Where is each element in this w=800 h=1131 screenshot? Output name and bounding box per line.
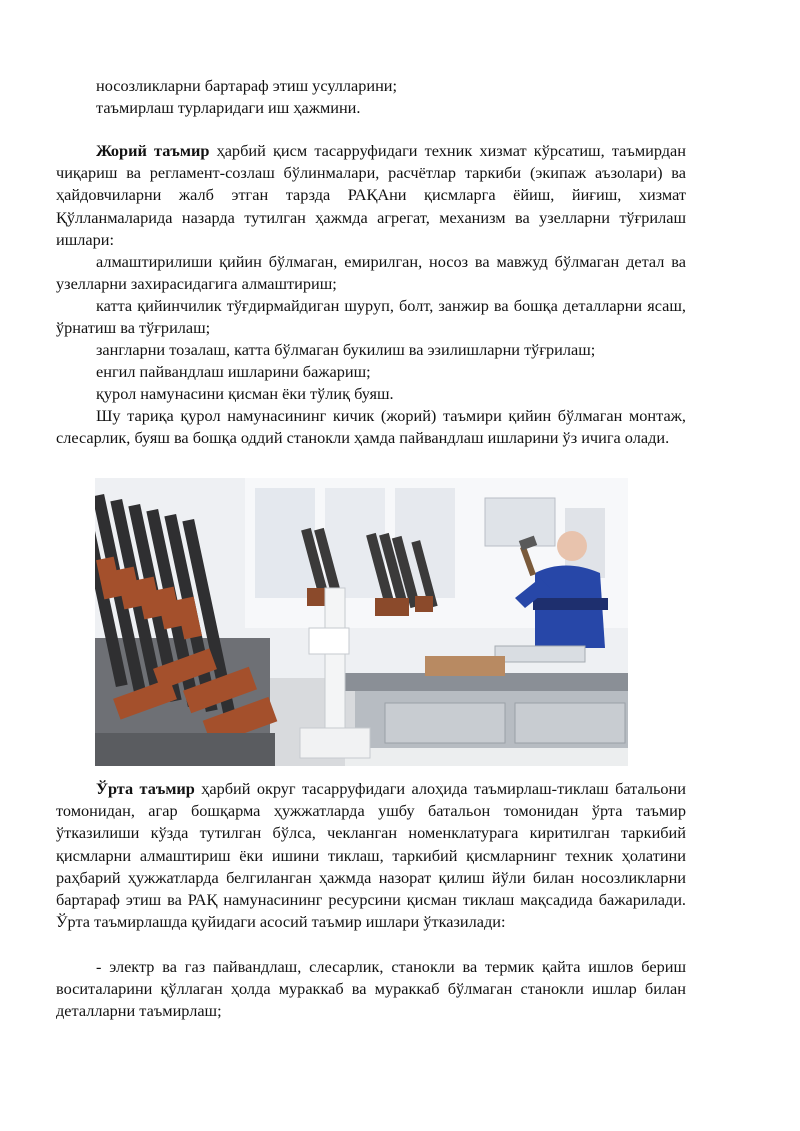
current-repair-definition (56, 140, 686, 251)
workshop-photo (95, 478, 628, 766)
list-item: - электр ва газ пайвандлаш, слесарлик, станокли ва термик қайта ишлов бериш воситаларини қўллаган ҳолда мураккаб ва мураккаб бўлмаган станокли ишлар билан деталларни таъмирлаш; (56, 957, 686, 1021)
text-line: таъмирлаш турларидаги иш ҳажмини. (96, 98, 361, 117)
definition-text: ҳарбий округ тасарруфидаги алоҳида таъмирлаш-тиклаш батальони томонидан, агар бошқарма ҳужжатларда ушбу батальон томонидан ўрта таъмир ўтказилиши кўзда тутилган бўлса, чекланган номенклатурага киритилган таркибий қисмларни алмаштириш ёки ишини тиклаш, таркибий қисмларнинг техник ҳолатини раҳбарий ҳужжатларда белгиланган ҳажмда назорат қилиш йўли билан носозликларни бартараф этиш ва РАҚ намунасининг ресурсини қисман тиклаш мақсадида бажарилади. Ўрта таъмирлашда қуйидаги асосий таъмир ишлари ўтказилади: (56, 779, 686, 932)
list-item: қурол намунасини қисман ёки тўлиқ буяш. (96, 384, 394, 403)
list-item: зангларни тозалаш, катта бўлмаган букилиш ва эзилишларни тўғрилаш; (96, 340, 596, 359)
text-line: носозликларни бартараф этиш усулларини; (96, 76, 398, 95)
list-item: енгил пайвандлаш ишларини бажариш; (96, 362, 371, 381)
summary-paragraph: Шу тариқа қурол намунасининг кичик (жорий) таъмири қийин бўлмаган монтаж, слесарлик, буяш ва бошқа оддий станокли ҳамда пайвандлаш ишларини ўз ичига олади. (56, 406, 686, 448)
term-medium-repair: Ўрта таъмир (96, 779, 195, 798)
list-item: катта қийинчилик тўғдирмайдиган шуруп, болт, занжир ва бошқа деталларни ясаш, ўрнатиш ва тўғрилаш; (56, 296, 686, 338)
list-item: алмаштирилиши қийин бўлмаган, емирилган, носоз ва мавжуд бўлмаган детал ва узелларни захирасидагига алмаштириш; (56, 252, 686, 294)
medium-repair-definition (56, 778, 686, 933)
definition-text: ҳарбий қисм тасарруфидаги техник хизмат кўрсатиш, таъмирдан чиқариш ва регламент-созлаш бўлинмалари, расчётлар таркиби (экипаж аъзолари) ва ҳайдовчиларни жалб этган тарзда РАҚАни қисмларга ёйиш, йиғиш, хизмат Қўлланмаларида назарда тутилган ҳажмда агрегат, механизм ва узелларни тўғрилаш ишлари: (56, 141, 686, 249)
term-current-repair: Жорий таъмир (96, 141, 210, 160)
